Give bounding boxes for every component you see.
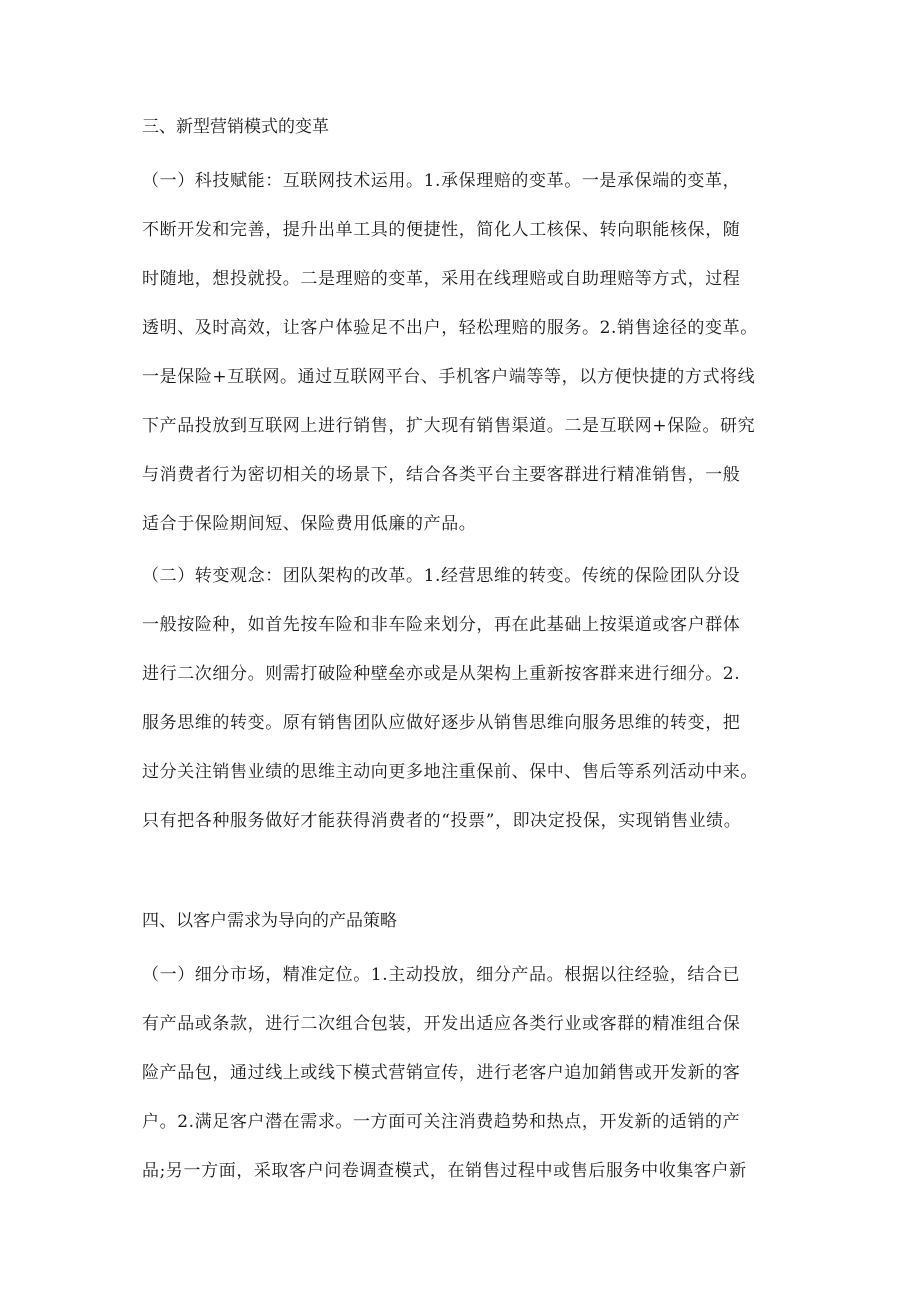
text-line: （一）科技赋能：互联网技术运用。1.承保理赔的变革。一是承保端的变革， <box>142 171 741 191</box>
text-line: 进行二次细分。则需打破险种壁垒亦或是从架构上重新按客群来进行细分。2. <box>142 664 741 684</box>
text-line: 服务思维的转变。原有销售团队应做好逐步从销售思维向服务思维的转变，把 <box>142 713 741 733</box>
text-line: 透明、及时高效，让客户体验足不出户，轻松理赔的服务。2.销售途径的变革。 <box>142 318 758 338</box>
text-line: 一是保险+互联网。通过互联网平台、手机客户端等等，以方便快捷的方式将线 <box>142 367 756 387</box>
section-heading-3: 三、新型营销模式的变革 <box>142 117 329 137</box>
text-line: 只有把各种服务做好才能获得消费者的“投票”，即决定投保，实现销售业绩。 <box>142 811 742 831</box>
text-line: （二）转变观念：团队架构的改革。1.经营思维的转变。传统的保险团队分设 <box>142 566 741 586</box>
text-line: 户。2.满足客户潜在需求。一方面可关注消费趋势和热点，开发新的适销的产 <box>142 1112 741 1132</box>
text-line: 下产品投放到互联网上进行销售，扩大现有销售渠道。二是互联网+保险。研究 <box>142 416 756 436</box>
section-heading-4: 四、以客户需求为导向的产品策略 <box>142 911 397 931</box>
text-line: （一）细分市场，精准定位。1.主动投放，细分产品。根据以往经验，结合已 <box>142 965 741 985</box>
text-line: 一般按险种，如首先按车险和非车险来划分，再在此基础上按渠道或客户群体 <box>142 615 741 635</box>
text-line: 品;另一方面，采取客户问卷调查模式，在销售过程中或售后服务中收集客户新 <box>142 1161 747 1181</box>
text-line: 不断开发和完善，提升出单工具的便捷性，简化人工核保、转向职能核保，随 <box>142 220 741 240</box>
text-line: 适合于保险期间短、保险费用低廉的产品。 <box>142 514 477 534</box>
text-line: 有产品或条款，进行二次组合包装，开发出适应各类行业或客群的精准组合保 <box>142 1014 741 1034</box>
text-line: 与消费者行为密切相关的场景下，结合各类平台主要客群进行精准销售，一般 <box>142 465 741 485</box>
text-line: 过分关注销售业绩的思维主动向更多地注重保前、保中、售后等系列活动中来。 <box>142 762 758 782</box>
text-line: 险产品包，通过线上或线下模式营销宣传，进行老客户追加銷售或开发新的客 <box>142 1063 741 1083</box>
text-line: 时随地，想投就投。二是理赔的变革，采用在线理赔或自助理赔等方式，过程 <box>142 269 741 289</box>
